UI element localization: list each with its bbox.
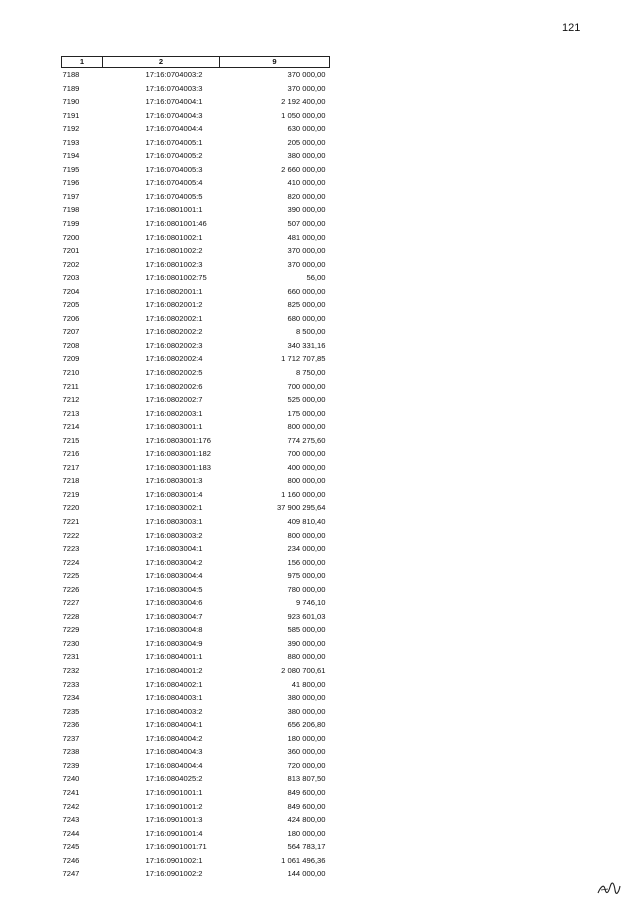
- row-number: 7212: [62, 395, 80, 405]
- value: 507 000,00: [287, 218, 326, 228]
- value: 564 783,17: [287, 842, 326, 852]
- value: 660 000,00: [287, 286, 326, 296]
- value: 1 160 000,00: [281, 489, 326, 499]
- row-number: 7241: [62, 787, 80, 797]
- cadastral-number: 17:16:0804002:1: [145, 679, 203, 689]
- table-row: [62, 271, 330, 285]
- table-row: [62, 488, 330, 502]
- cadastral-number: 17:16:0704003:3: [145, 83, 203, 93]
- table-row: [62, 298, 330, 312]
- cadastral-number: 17:16:0704005:5: [145, 191, 203, 201]
- table-row: [62, 691, 330, 705]
- row-number: 7236: [62, 720, 80, 730]
- value: 234 000,00: [287, 544, 326, 554]
- value: 370 000,00: [287, 246, 326, 256]
- row-number: 7237: [62, 733, 80, 743]
- value: 9 746,10: [295, 598, 326, 608]
- cadastral-number: 17:16:0803001:176: [145, 435, 211, 445]
- value: 2 660 000,00: [281, 164, 326, 174]
- row-number: 7243: [62, 815, 80, 825]
- row-number: 7247: [62, 869, 80, 879]
- row-number: 7224: [62, 557, 80, 567]
- cadastral-number: 17:16:0704004:3: [145, 110, 203, 120]
- table-row: [62, 149, 330, 163]
- value: 825 000,00: [287, 300, 326, 310]
- table-row: [62, 352, 330, 366]
- value: 880 000,00: [287, 652, 326, 662]
- row-number: 7189: [62, 83, 80, 93]
- cadastral-number: 17:16:0901002:1: [145, 855, 203, 865]
- cadastral-number: 17:16:0804003:1: [145, 693, 203, 703]
- cadastral-number: 17:16:0704003:2: [145, 69, 203, 79]
- value: 175 000,00: [287, 408, 326, 418]
- row-number: 7220: [62, 503, 80, 513]
- data-table: [61, 56, 330, 881]
- cadastral-number: 17:16:0803004:8: [145, 625, 203, 635]
- row-number: 7196: [62, 178, 80, 188]
- table-row: [62, 515, 330, 529]
- row-number: 7205: [62, 300, 80, 310]
- value: 340 331,16: [287, 340, 326, 350]
- value: 800 000,00: [287, 476, 326, 486]
- row-number: 7200: [62, 232, 80, 242]
- value: 656 206,80: [287, 720, 326, 730]
- cadastral-number: 17:16:0802002:1: [145, 313, 203, 323]
- value: 370 000,00: [287, 83, 326, 93]
- table-row: [62, 664, 330, 678]
- value: 849 600,00: [287, 787, 326, 797]
- table-row: [62, 461, 330, 475]
- value: 820 000,00: [287, 191, 326, 201]
- value: 390 000,00: [287, 205, 326, 215]
- value: 370 000,00: [287, 69, 326, 79]
- table-row: [62, 407, 330, 421]
- row-number: 7216: [62, 449, 80, 459]
- value: 400 000,00: [287, 462, 326, 472]
- row-number: 7202: [62, 259, 80, 269]
- table-row: [62, 217, 330, 231]
- cadastral-number: 17:16:0803004:7: [145, 611, 203, 621]
- table-row: [62, 569, 330, 583]
- value: 8 500,00: [295, 327, 326, 337]
- cadastral-number: 17:16:0802003:1: [145, 408, 203, 418]
- value: 975 000,00: [287, 571, 326, 581]
- value: 2 192 400,00: [281, 97, 326, 107]
- row-number: 7223: [62, 544, 80, 554]
- cadastral-number: 17:16:0801001:46: [145, 218, 207, 228]
- row-number: 7227: [62, 598, 80, 608]
- table-row: [62, 827, 330, 841]
- row-number: 7221: [62, 517, 80, 527]
- row-number: 7211: [62, 381, 79, 391]
- table-row: [62, 623, 330, 637]
- table-row: [62, 82, 330, 96]
- table-row: [62, 813, 330, 827]
- cadastral-number: 17:16:0803004:5: [145, 584, 203, 594]
- row-number: 7218: [62, 476, 80, 486]
- cadastral-number: 17:16:0804003:2: [145, 706, 203, 716]
- value: 380 000,00: [287, 706, 326, 716]
- cadastral-number: 17:16:0804004:1: [145, 720, 203, 730]
- table-row: [62, 867, 330, 881]
- header-row: [62, 57, 330, 68]
- cadastral-number: 17:16:0803003:2: [145, 530, 203, 540]
- row-number: 7203: [62, 273, 80, 283]
- signature-mark: [596, 880, 622, 896]
- cadastral-number: 17:16:0704004:1: [145, 97, 203, 107]
- row-number: 7207: [62, 327, 80, 337]
- row-number: 7244: [62, 828, 80, 838]
- table-row: [62, 258, 330, 272]
- cadastral-number: 17:16:0801002:3: [145, 259, 203, 269]
- table-row: [62, 678, 330, 692]
- cadastral-number: 17:16:0901001:1: [145, 787, 203, 797]
- cadastral-number: 17:16:0704005:3: [145, 164, 203, 174]
- row-number: 7228: [62, 611, 80, 621]
- table-row: [62, 244, 330, 258]
- cadastral-number: 17:16:0802002:5: [145, 368, 203, 377]
- row-number: 7225: [62, 571, 80, 581]
- table-row: [62, 380, 330, 394]
- cadastral-number: 17:16:0704004:4: [145, 124, 203, 134]
- table-row: [62, 705, 330, 719]
- table-row: [62, 203, 330, 217]
- value: 720 000,00: [287, 760, 326, 770]
- row-number: 7190: [62, 97, 80, 107]
- table-row: [62, 312, 330, 326]
- table-row: [62, 800, 330, 814]
- value: 525 000,00: [287, 395, 326, 405]
- value: 205 000,00: [287, 137, 326, 147]
- row-number: 7193: [62, 137, 80, 147]
- table-row: [62, 231, 330, 245]
- cadastral-number: 17:16:0803001:3: [145, 476, 203, 486]
- table-row: [62, 718, 330, 732]
- row-number: 7226: [62, 584, 80, 594]
- cadastral-number: 17:16:0803001:1: [145, 422, 203, 432]
- value: 390 000,00: [287, 638, 326, 648]
- header-col-2: 2: [103, 57, 220, 68]
- value: 923 601,03: [287, 611, 326, 621]
- table-row: [62, 651, 330, 665]
- table-row: [62, 176, 330, 190]
- table-row: [62, 840, 330, 854]
- cadastral-number: 17:16:0803004:9: [145, 638, 203, 648]
- table-row: [62, 529, 330, 543]
- row-number: 7208: [62, 340, 80, 350]
- cadastral-number: 17:16:0803004:6: [145, 598, 203, 608]
- value: 180 000,00: [287, 733, 326, 743]
- value: 56,00: [306, 273, 326, 283]
- cadastral-number: 17:16:0901001:2: [145, 801, 203, 811]
- table-row: [62, 759, 330, 773]
- value: 1 050 000,00: [281, 110, 326, 120]
- table-row: [62, 285, 330, 299]
- table-row: [62, 732, 330, 746]
- cadastral-number: 17:16:0802002:2: [145, 327, 203, 337]
- cadastral-number: 17:16:0901002:2: [145, 869, 203, 879]
- value: 380 000,00: [287, 151, 326, 161]
- cadastral-number: 17:16:0803004:4: [145, 571, 203, 581]
- row-number: 7239: [62, 760, 80, 770]
- row-number: 7214: [62, 422, 80, 432]
- row-number: 7235: [62, 706, 80, 716]
- row-number: 7222: [62, 530, 80, 540]
- value: 144 000,00: [287, 869, 326, 879]
- table-row: [62, 109, 330, 123]
- cadastral-number: 17:16:0804004:2: [145, 733, 203, 743]
- cadastral-number: 17:16:0704005:2: [145, 151, 203, 161]
- cadastral-number: 17:16:0704005:4: [145, 178, 203, 188]
- row-number: 7192: [62, 124, 80, 134]
- value: 813 807,50: [287, 774, 326, 784]
- table-row: [62, 772, 330, 786]
- row-number: 7240: [62, 774, 80, 784]
- row-number: 7194: [62, 151, 80, 161]
- value: 360 000,00: [287, 747, 326, 757]
- table-row: [62, 610, 330, 624]
- value: 180 000,00: [287, 828, 326, 838]
- row-number: 7199: [62, 218, 80, 228]
- cadastral-number: 17:16:0804001:1: [145, 652, 203, 662]
- row-number: 7215: [62, 435, 80, 445]
- row-number: 7232: [62, 666, 80, 676]
- value: 680 000,00: [287, 313, 326, 323]
- table-row: [62, 420, 330, 434]
- cadastral-number: 17:16:0801001:1: [145, 205, 203, 215]
- row-number: 7231: [62, 652, 80, 662]
- table-row: [62, 596, 330, 610]
- cadastral-number: 17:16:0802002:7: [145, 395, 203, 405]
- value: 700 000,00: [287, 381, 326, 391]
- table-row: [62, 637, 330, 651]
- cadastral-number: 17:16:0901001:71: [145, 842, 207, 852]
- table-row: [62, 786, 330, 800]
- row-number: 7246: [62, 855, 80, 865]
- table-row: [62, 325, 330, 339]
- cadastral-number: 17:16:0901001:4: [145, 828, 203, 838]
- cadastral-number: 17:16:0803004:2: [145, 557, 203, 567]
- value: 481 000,00: [287, 232, 326, 242]
- table-row: [62, 122, 330, 136]
- value: 700 000,00: [287, 449, 326, 459]
- row-number: 7198: [62, 205, 80, 215]
- cadastral-number: 17:16:0704005:1: [145, 137, 203, 147]
- cadastral-number: 17:16:0804001:2: [145, 666, 203, 676]
- cadastral-number: 17:16:0802001:1: [145, 286, 203, 296]
- row-number: 7188: [62, 69, 80, 79]
- cadastral-number: 17:16:0803003:1: [145, 517, 203, 527]
- value: 774 275,60: [287, 435, 326, 445]
- row-number: 7217: [62, 462, 80, 472]
- cadastral-number: 17:16:0803002:1: [145, 503, 203, 513]
- value: 585 000,00: [287, 625, 326, 635]
- value: 410 000,00: [287, 178, 326, 188]
- cadastral-number: 17:16:0802002:4: [145, 354, 203, 364]
- value: 1 061 496,36: [281, 855, 326, 865]
- row-number: 7206: [62, 313, 80, 323]
- cadastral-number: 17:16:0802002:6: [145, 381, 203, 391]
- value: 156 000,00: [287, 557, 326, 567]
- header-col-1: 1: [62, 57, 103, 68]
- table-row: [62, 556, 330, 570]
- value: 1 712 707,85: [281, 354, 326, 364]
- cadastral-number: 17:16:0802002:3: [145, 340, 203, 350]
- value: 424 800,00: [287, 815, 326, 825]
- cadastral-number: 17:16:0803001:183: [145, 462, 211, 472]
- cadastral-number: 17:16:0803004:1: [145, 544, 203, 554]
- value: 8 750,00: [295, 368, 326, 377]
- row-number: 7234: [62, 693, 80, 703]
- table-row: [62, 583, 330, 597]
- value: 41 800,00: [291, 679, 326, 689]
- value: 800 000,00: [287, 422, 326, 432]
- header-col-9: 9: [220, 57, 330, 68]
- value: 37 900 295,64: [276, 503, 326, 513]
- cadastral-number: 17:16:0804004:3: [145, 747, 203, 757]
- row-number: 7230: [62, 638, 80, 648]
- cadastral-number: 17:16:0801002:75: [145, 273, 207, 283]
- row-number: 7229: [62, 625, 80, 635]
- table-row: [62, 190, 330, 204]
- cadastral-number: 17:16:0801002:2: [145, 246, 203, 256]
- row-number: 7219: [62, 489, 80, 499]
- table-row: [62, 136, 330, 150]
- table-row: [62, 854, 330, 868]
- table-row: [62, 68, 330, 82]
- cadastral-number: 17:16:0901001:3: [145, 815, 203, 825]
- row-number: 7210: [62, 368, 80, 377]
- table-row: [62, 502, 330, 516]
- table-row: [62, 163, 330, 177]
- cadastral-number: 17:16:0804025:2: [145, 774, 203, 784]
- cadastral-number: 17:16:0801002:1: [145, 232, 203, 242]
- table-row: [62, 434, 330, 448]
- row-number: 7242: [62, 801, 80, 811]
- row-number: 7191: [62, 110, 80, 120]
- page-number: 121: [562, 22, 581, 34]
- table-row: [62, 393, 330, 407]
- cadastral-number: 17:16:0804004:4: [145, 760, 203, 770]
- value: 2 080 700,61: [281, 666, 326, 676]
- row-number: 7204: [62, 286, 80, 296]
- row-number: 7213: [62, 408, 80, 418]
- table-row: [62, 447, 330, 461]
- table-row: [62, 745, 330, 759]
- table-row: [62, 366, 330, 380]
- row-number: 7195: [62, 164, 80, 174]
- value: 780 000,00: [287, 584, 326, 594]
- table-row: [62, 474, 330, 488]
- value: 370 000,00: [287, 259, 326, 269]
- table-row: [62, 542, 330, 556]
- cadastral-number: 17:16:0803001:182: [145, 449, 211, 459]
- value: 409 810,40: [287, 517, 326, 527]
- value: 800 000,00: [287, 530, 326, 540]
- row-number: 7201: [62, 246, 80, 256]
- row-number: 7245: [62, 842, 80, 852]
- row-number: 7209: [62, 354, 80, 364]
- value: 380 000,00: [287, 693, 326, 703]
- table-row: [62, 339, 330, 353]
- row-number: 7238: [62, 747, 80, 757]
- value: 849 600,00: [287, 801, 326, 811]
- row-number: 7233: [62, 679, 80, 689]
- table-row: [62, 95, 330, 109]
- value: 630 000,00: [287, 124, 326, 134]
- row-number: 7197: [62, 191, 80, 201]
- cadastral-number: 17:16:0803001:4: [145, 489, 203, 499]
- cadastral-number: 17:16:0802001:2: [145, 300, 203, 310]
